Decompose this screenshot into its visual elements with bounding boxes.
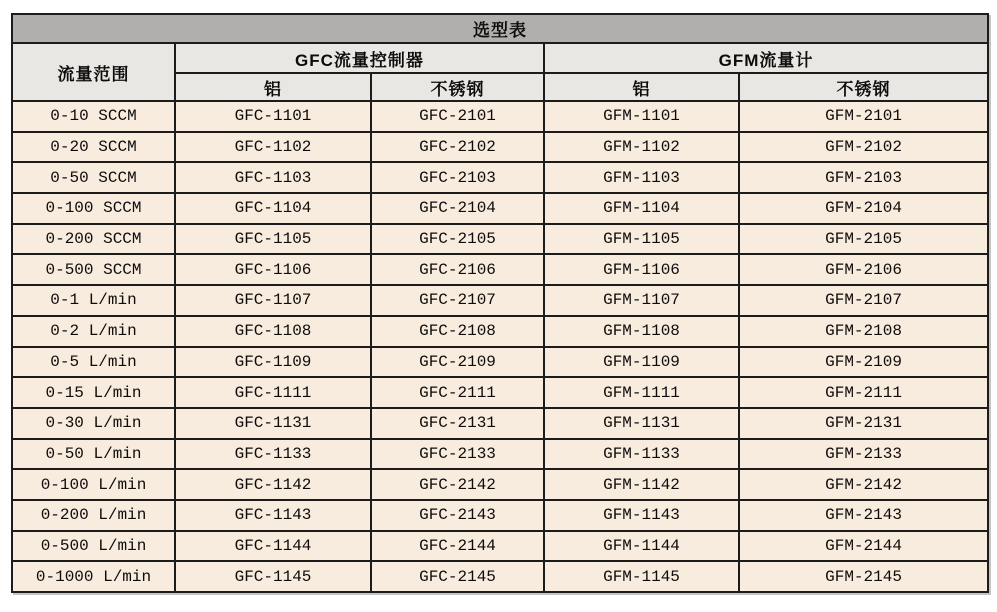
table-row xyxy=(12,101,988,132)
table-row xyxy=(12,408,988,439)
group-header-gfc-controller: GFC流量控制器 xyxy=(175,43,544,73)
gfc-aluminum-model-cell: GFC-1106 xyxy=(175,254,371,285)
table-row xyxy=(12,285,988,316)
gfc-stainless-model-cell: GFC-2111 xyxy=(371,377,544,408)
gfm-aluminum-model-cell: GFM-1143 xyxy=(544,500,739,531)
gfm-aluminum-model-cell: GFM-1105 xyxy=(544,224,739,255)
gfc-aluminum-model-cell: GFC-1101 xyxy=(175,101,371,132)
gfc-aluminum-model-cell: GFC-1133 xyxy=(175,439,371,470)
gfm-stainless-model-cell: GFM-2144 xyxy=(739,531,988,562)
gfc-stainless-model-cell: GFC-2103 xyxy=(371,162,544,193)
gfm-stainless-model-cell: GFM-2142 xyxy=(739,469,988,500)
flow-range-cell: 0-100 SCCM xyxy=(12,193,175,224)
gfc-aluminum-model-cell: GFC-1144 xyxy=(175,531,371,562)
gfm-stainless-model-cell: GFM-2143 xyxy=(739,500,988,531)
flow-range-cell: 0-30 L/min xyxy=(12,408,175,439)
gfc-stainless-model-cell: GFC-2105 xyxy=(371,224,544,255)
gfm-stainless-model-cell: GFM-2145 xyxy=(739,561,988,592)
flow-range-cell: 0-15 L/min xyxy=(12,377,175,408)
gfm-stainless-model-cell: GFM-2109 xyxy=(739,347,988,378)
gfc-stainless-model-cell: GFC-2102 xyxy=(371,132,544,163)
gfm-stainless-model-cell: GFM-2111 xyxy=(739,377,988,408)
gfm-aluminum-model-cell: GFM-1103 xyxy=(544,162,739,193)
selection-table-container xyxy=(11,13,987,593)
gfm-stainless-model-cell: GFM-2105 xyxy=(739,224,988,255)
gfc-stainless-model-cell: GFC-2104 xyxy=(371,193,544,224)
gfm-aluminum-model-cell: GFM-1101 xyxy=(544,101,739,132)
sub-header-gfc-aluminum: 铝 xyxy=(175,73,371,101)
sub-header-gfm-aluminum: 铝 xyxy=(544,73,739,101)
col-header-flow-range: 流量范围 xyxy=(12,43,175,101)
table-row xyxy=(12,132,988,163)
flow-range-cell: 0-10 SCCM xyxy=(12,101,175,132)
gfm-stainless-model-cell: GFM-2104 xyxy=(739,193,988,224)
group-header-gfm-meter: GFM流量计 xyxy=(544,43,988,73)
table-title: 选型表 xyxy=(12,14,988,43)
gfc-stainless-model-cell: GFC-2106 xyxy=(371,254,544,285)
gfc-stainless-model-cell: GFC-2108 xyxy=(371,316,544,347)
sub-header-gfc-stainless: 不锈钢 xyxy=(371,73,544,101)
gfc-stainless-model-cell: GFC-2142 xyxy=(371,469,544,500)
table-row xyxy=(12,439,988,470)
selection-table xyxy=(11,13,989,593)
gfc-aluminum-model-cell: GFC-1103 xyxy=(175,162,371,193)
table-row xyxy=(12,316,988,347)
gfc-stainless-model-cell: GFC-2101 xyxy=(371,101,544,132)
table-row xyxy=(12,469,988,500)
table-row xyxy=(12,500,988,531)
gfm-stainless-model-cell: GFM-2106 xyxy=(739,254,988,285)
flow-range-cell: 0-50 L/min xyxy=(12,439,175,470)
gfc-aluminum-model-cell: GFC-1105 xyxy=(175,224,371,255)
gfc-stainless-model-cell: GFC-2144 xyxy=(371,531,544,562)
gfm-aluminum-model-cell: GFM-1131 xyxy=(544,408,739,439)
gfm-aluminum-model-cell: GFM-1144 xyxy=(544,531,739,562)
table-row xyxy=(12,224,988,255)
gfc-stainless-model-cell: GFC-2107 xyxy=(371,285,544,316)
gfc-stainless-model-cell: GFC-2109 xyxy=(371,347,544,378)
gfc-stainless-model-cell: GFC-2131 xyxy=(371,408,544,439)
table-row xyxy=(12,561,988,592)
gfm-aluminum-model-cell: GFM-1133 xyxy=(544,439,739,470)
flow-range-cell: 0-500 L/min xyxy=(12,531,175,562)
flow-range-cell: 0-5 L/min xyxy=(12,347,175,378)
gfm-aluminum-model-cell: GFM-1111 xyxy=(544,377,739,408)
gfm-stainless-model-cell: GFM-2108 xyxy=(739,316,988,347)
table-row xyxy=(12,162,988,193)
gfm-aluminum-model-cell: GFM-1142 xyxy=(544,469,739,500)
table-header xyxy=(12,14,988,101)
table-row xyxy=(12,531,988,562)
gfc-aluminum-model-cell: GFC-1109 xyxy=(175,347,371,378)
title-row xyxy=(12,14,988,43)
gfc-aluminum-model-cell: GFC-1107 xyxy=(175,285,371,316)
gfc-stainless-model-cell: GFC-2145 xyxy=(371,561,544,592)
flow-range-cell: 0-200 SCCM xyxy=(12,224,175,255)
gfm-aluminum-model-cell: GFM-1102 xyxy=(544,132,739,163)
gfm-stainless-model-cell: GFM-2133 xyxy=(739,439,988,470)
group-header-row xyxy=(12,43,988,73)
gfc-aluminum-model-cell: GFC-1142 xyxy=(175,469,371,500)
table-body xyxy=(12,101,988,592)
gfc-aluminum-model-cell: GFC-1131 xyxy=(175,408,371,439)
flow-range-cell: 0-20 SCCM xyxy=(12,132,175,163)
gfc-aluminum-model-cell: GFC-1108 xyxy=(175,316,371,347)
gfc-aluminum-model-cell: GFC-1143 xyxy=(175,500,371,531)
gfm-stainless-model-cell: GFM-2101 xyxy=(739,101,988,132)
flow-range-cell: 0-500 SCCM xyxy=(12,254,175,285)
gfm-stainless-model-cell: GFM-2107 xyxy=(739,285,988,316)
table-row xyxy=(12,377,988,408)
gfc-aluminum-model-cell: GFC-1145 xyxy=(175,561,371,592)
gfm-aluminum-model-cell: GFM-1108 xyxy=(544,316,739,347)
flow-range-cell: 0-50 SCCM xyxy=(12,162,175,193)
flow-range-cell: 0-200 L/min xyxy=(12,500,175,531)
table-row xyxy=(12,254,988,285)
flow-range-cell: 0-2 L/min xyxy=(12,316,175,347)
gfm-stainless-model-cell: GFM-2102 xyxy=(739,132,988,163)
gfc-aluminum-model-cell: GFC-1104 xyxy=(175,193,371,224)
gfm-aluminum-model-cell: GFM-1104 xyxy=(544,193,739,224)
gfm-stainless-model-cell: GFM-2131 xyxy=(739,408,988,439)
gfm-stainless-model-cell: GFM-2103 xyxy=(739,162,988,193)
gfc-aluminum-model-cell: GFC-1102 xyxy=(175,132,371,163)
gfm-aluminum-model-cell: GFM-1106 xyxy=(544,254,739,285)
flow-range-cell: 0-1 L/min xyxy=(12,285,175,316)
flow-range-cell: 0-1000 L/min xyxy=(12,561,175,592)
table-row xyxy=(12,193,988,224)
gfc-stainless-model-cell: GFC-2133 xyxy=(371,439,544,470)
gfc-stainless-model-cell: GFC-2143 xyxy=(371,500,544,531)
gfm-aluminum-model-cell: GFM-1145 xyxy=(544,561,739,592)
gfc-aluminum-model-cell: GFC-1111 xyxy=(175,377,371,408)
gfm-aluminum-model-cell: GFM-1107 xyxy=(544,285,739,316)
sub-header-gfm-stainless: 不锈钢 xyxy=(739,73,988,101)
flow-range-cell: 0-100 L/min xyxy=(12,469,175,500)
gfm-aluminum-model-cell: GFM-1109 xyxy=(544,347,739,378)
table-row xyxy=(12,347,988,378)
